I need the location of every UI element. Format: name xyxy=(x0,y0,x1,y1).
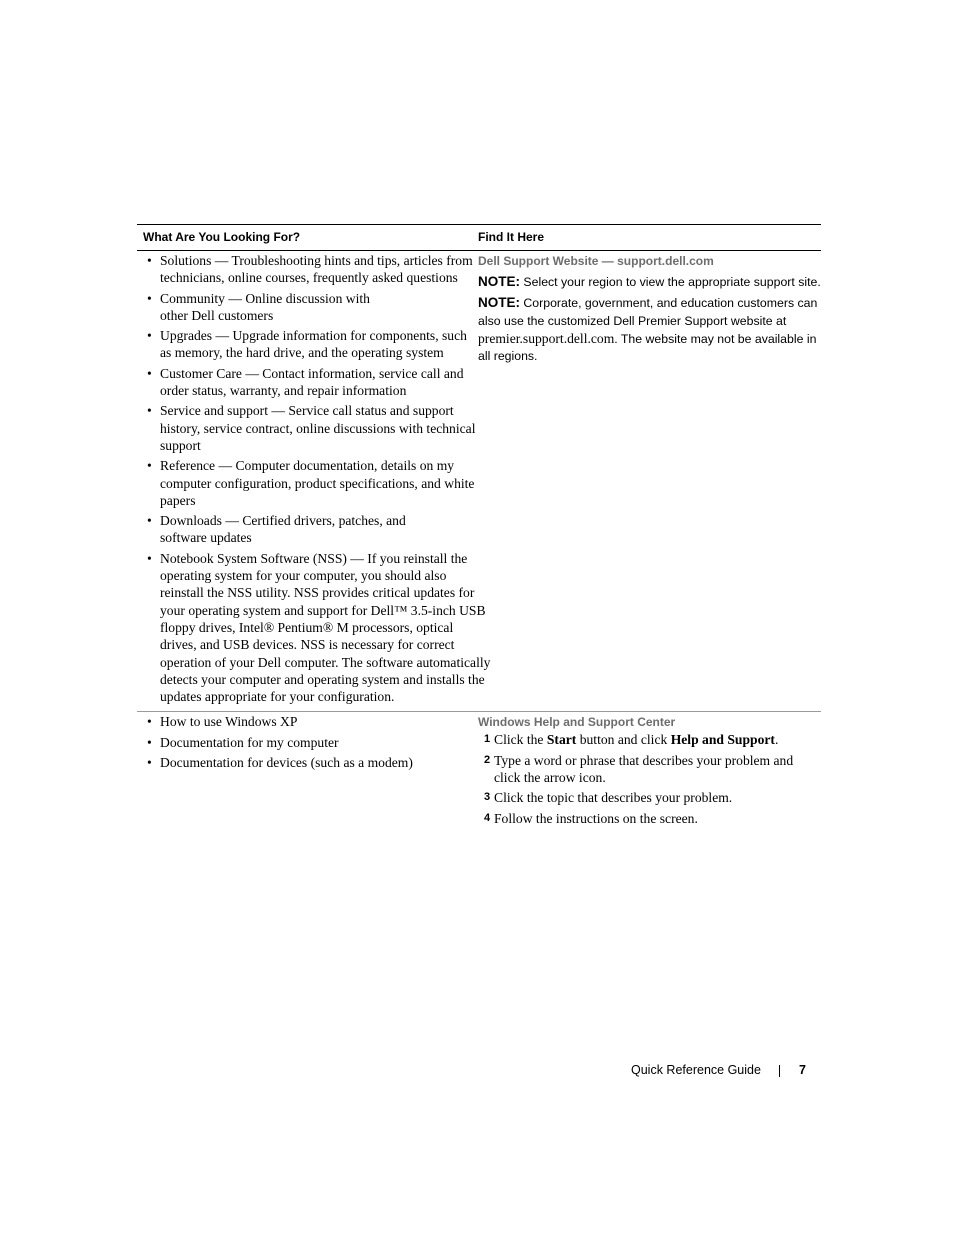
page-footer xyxy=(631,1061,806,1081)
note-region: NOTE: Select your region to view the appropriate support site. xyxy=(478,274,821,289)
list-item: 3 Click the topic that describes your problem. xyxy=(484,790,733,806)
list-item: • Reference — Computer documentation, details on my computer configuration, product specifications, and white papers xyxy=(147,458,475,508)
premier-support-link[interactable]: premier.support.dell.com xyxy=(478,330,615,346)
row2-left xyxy=(137,713,478,829)
support-website-title: Dell Support Website — support.dell.com xyxy=(478,254,714,268)
footer-title: Quick Reference Guide xyxy=(631,1063,761,1077)
header-looking-for: What Are You Looking For? xyxy=(143,230,301,244)
list-item: • Notebook System Software (NSS) — If you reinstall the operating system for your computer, you should also reinstall the NSS utility. NSS provides critical updates for your operating system and support for Dell™ 3.5-inch USB floppy drives, Intel® Pentium® M processors, optical drives, and USB devices. NSS is necessary for correct operation of your Dell computer. The software automatically detects your computer and operating system and installs the updates appropriate for your configuration. xyxy=(147,550,491,705)
list-item: 4 Follow the instructions on the screen. xyxy=(484,810,698,826)
list-item: 1 Click the Start button and click Help and Support. xyxy=(484,732,779,748)
row1-list xyxy=(137,252,491,705)
page-number: 7 xyxy=(799,1063,806,1077)
list-item: • Documentation for my computer xyxy=(147,734,339,750)
header-find-it-here: Find It Here xyxy=(478,230,545,244)
row1-right xyxy=(478,252,821,705)
row1-left xyxy=(137,252,491,705)
list-item: 2 Type a word or phrase that describes your problem and click the arrow icon. xyxy=(484,752,794,786)
help-steps xyxy=(478,731,821,826)
list-item: • Downloads — Certified drivers, patches, and software updates xyxy=(147,513,406,546)
list-item: • Documentation for devices (such as a modem) xyxy=(147,755,413,771)
table-header xyxy=(137,225,821,251)
table-row xyxy=(137,251,821,712)
help-center-title: Windows Help and Support Center xyxy=(478,715,676,730)
reference-table xyxy=(137,224,821,830)
footer-separator xyxy=(779,1065,780,1077)
list-item: • Community — Online discussion with other Dell customers xyxy=(147,290,370,323)
row2-list xyxy=(137,713,478,771)
note-premier: NOTE: Corporate, government, and education customers can also use the customized Dell Premier Support website at premier.support.dell.com. The website may not be available in all regions. xyxy=(478,295,818,364)
table-row xyxy=(137,712,821,829)
list-item: • Upgrades — Upgrade information for components, such as memory, the hard drive, and the operating system xyxy=(147,328,467,361)
list-item: • Solutions — Troubleshooting hints and tips, articles from technicians, online courses, frequently asked questions xyxy=(147,253,473,286)
row2-right xyxy=(478,713,821,829)
list-item: • How to use Windows XP xyxy=(147,714,298,730)
list-item: • Service and support — Service call status and support history, service contract, online discussions with technical support xyxy=(147,403,476,453)
list-item: • Customer Care — Contact information, service call and order status, warranty, and repair information xyxy=(147,365,464,399)
